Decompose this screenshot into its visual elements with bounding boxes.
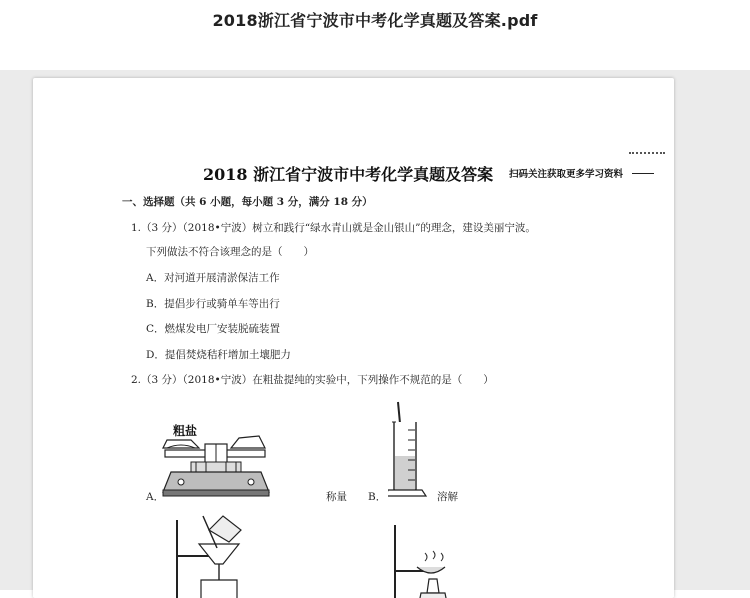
file-title: 2018浙江省宁波市中考化学真题及答案.pdf [212,11,538,30]
cylinder-figure [388,400,433,500]
scan-note: 扫码关注获取更多学习资料 [509,169,624,180]
figure-a-caption: 称量 [326,491,347,503]
filtration-figure [161,514,261,598]
question-1-stem-continued: 下列做法不符合该理念的是（ ） [146,246,314,258]
question-1-option-d: D．提倡焚烧秸秆增加土壤肥力 [146,349,291,361]
document-title: 2018 浙江省宁波市中考化学真题及答案 [203,165,494,184]
viewer-header [0,0,750,70]
figure-b-caption: 溶解 [437,491,458,503]
figure-b-letter: B． [368,491,387,503]
question-1-stem: 1.（3 分）（2018•宁波）树立和践行“绿水青山就是金山银山”的理念，建设美丽宁波。 [131,222,536,234]
figure-a-letter: A． [146,491,165,503]
balance-figure-label: 粗盐 [173,424,198,438]
balance-figure [161,418,296,498]
question-2-stem: 2.（3 分）（2018•宁波）在粗盐提纯的实验中，下列操作不规范的是（ ） [131,374,494,386]
corner-mark [629,152,665,157]
question-1-option-b: B．提倡步行或骑单车等出行 [146,298,280,310]
question-1-option-a: A．对河道开展清淤保洁工作 [146,272,280,284]
scan-note-line [632,173,654,174]
evaporation-figure [385,523,460,598]
question-1-option-c: C．燃煤发电厂安装脱硫装置 [146,323,281,335]
pdf-page [33,78,674,598]
section-heading: 一、选择题（共 6 小题，每小题 3 分，满分 18 分） [122,196,373,208]
